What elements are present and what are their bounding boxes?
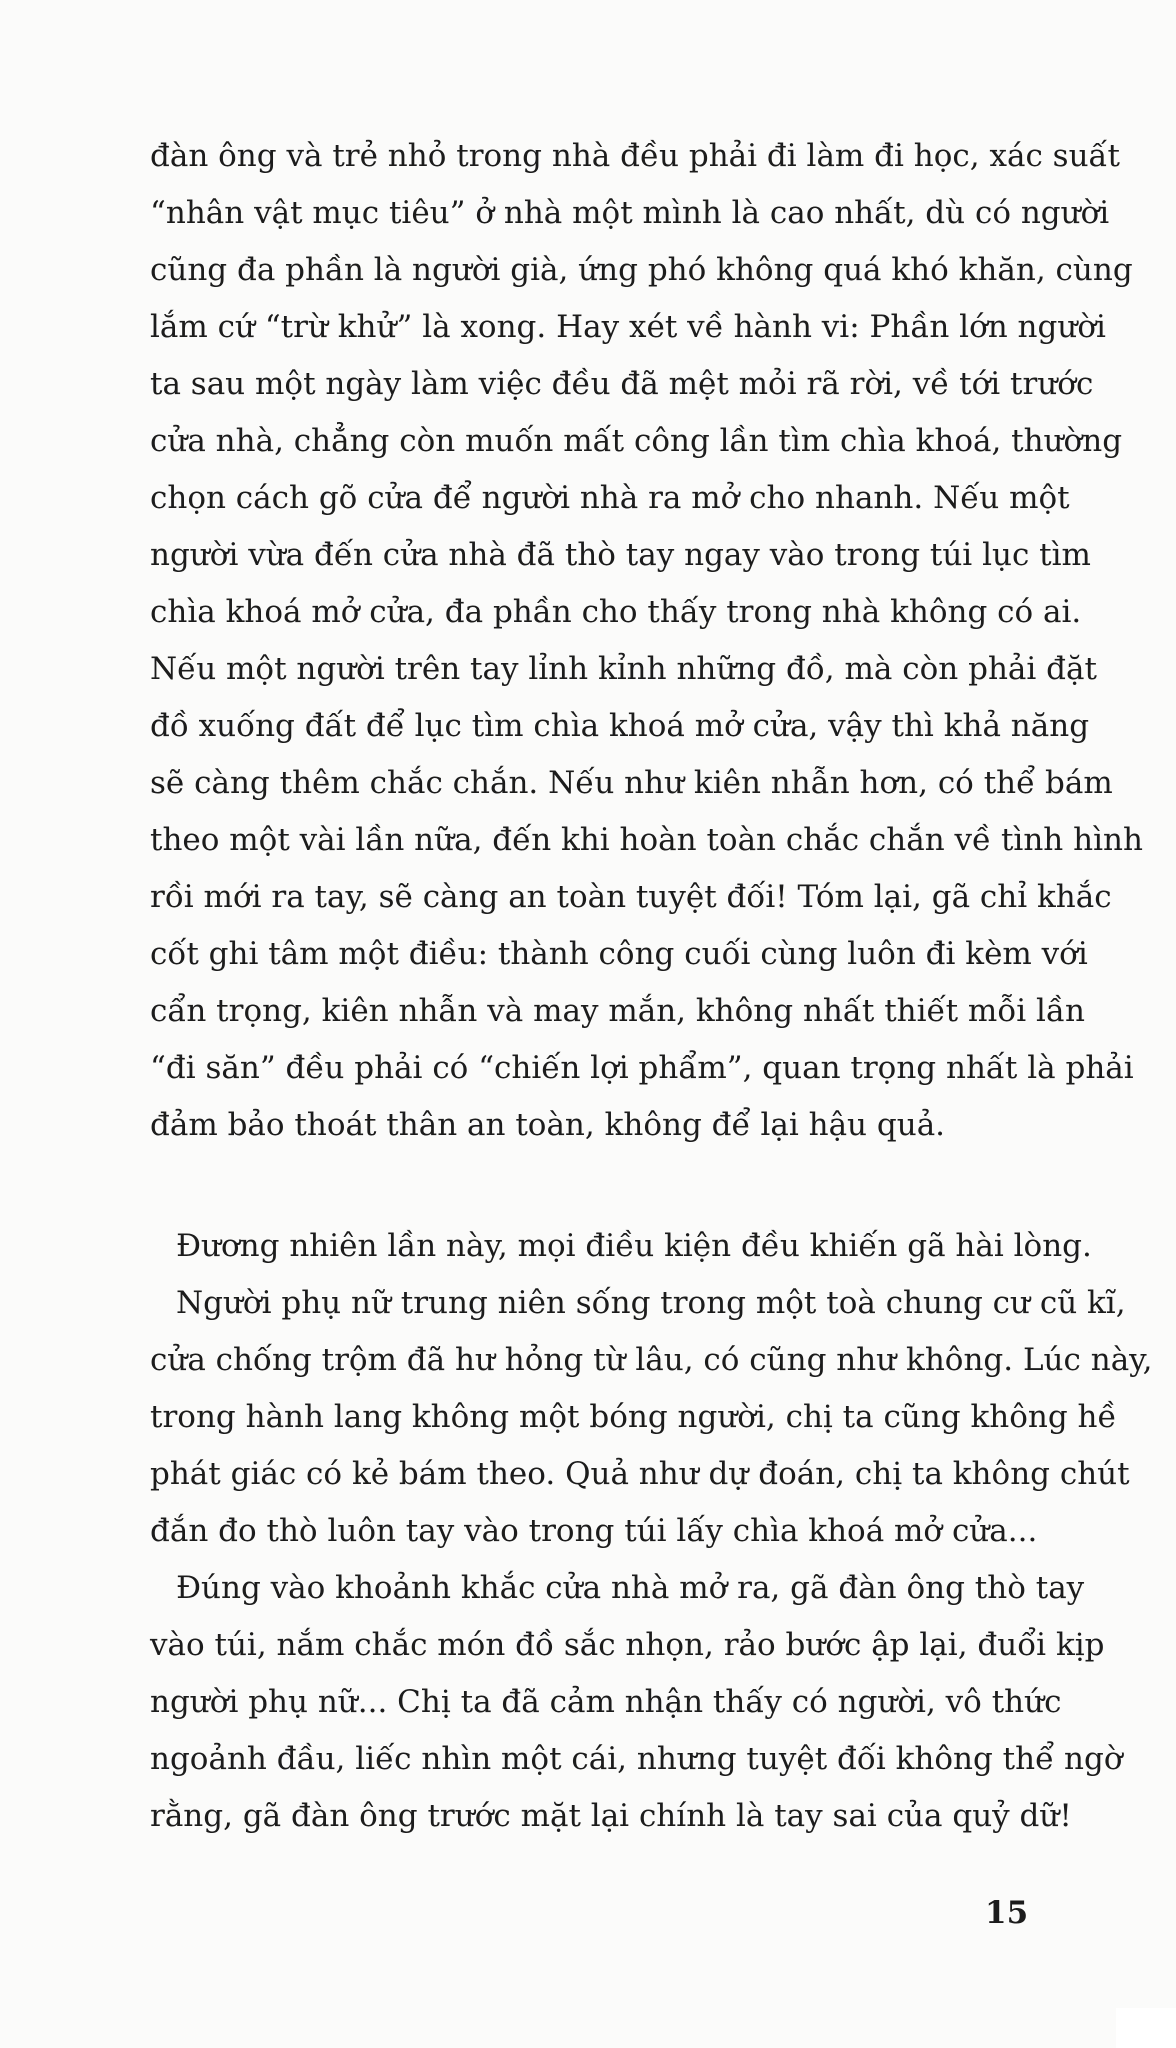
- paragraph-1: [150, 128, 1143, 1154]
- text-line: đắn đo thò luôn tay vào trong túi lấy chìa khoá mở cửa...: [150, 1513, 1038, 1549]
- page-corner: [1116, 2008, 1176, 2048]
- text-line: cẩn trọng, kiên nhẫn và may mắn, không nhất thiết mỗi lần: [150, 993, 1085, 1029]
- text-line: người vừa đến cửa nhà đã thò tay ngay vào trong túi lục tìm: [150, 537, 1091, 573]
- text-line: Đương nhiên lần này, mọi điều kiện đều khiến gã hài lòng.: [176, 1228, 1092, 1264]
- text-line: cốt ghi tâm một điều: thành công cuối cùng luôn đi kèm với: [150, 936, 1088, 972]
- text-line: chọn cách gõ cửa để người nhà ra mở cho nhanh. Nếu một: [150, 480, 1070, 516]
- page-number: 15: [985, 1895, 1029, 1931]
- text-line: đồ xuống đất để lục tìm chìa khoá mở cửa, vậy thì khả năng: [150, 708, 1090, 744]
- text-line: vào túi, nắm chắc món đồ sắc nhọn, rảo bước ập lại, đuổi kịp: [150, 1627, 1105, 1663]
- paragraph-2: [150, 1218, 1092, 1275]
- paragraph-3: [150, 1275, 1153, 1560]
- text-line: phát giác có kẻ bám theo. Quả như dự đoán, chị ta không chút: [150, 1456, 1130, 1492]
- text-line: lắm cứ “trừ khử” là xong. Hay xét về hành vi: Phần lớn người: [150, 309, 1106, 345]
- text-line: cửa chống trộm đã hư hỏng từ lâu, có cũng như không. Lúc này,: [150, 1342, 1153, 1378]
- text-line: cũng đa phần là người già, ứng phó không quá khó khăn, cùng: [150, 252, 1133, 288]
- text-line: đàn ông và trẻ nhỏ trong nhà đều phải đi làm đi học, xác suất: [150, 138, 1120, 174]
- text-line: đảm bảo thoát thân an toàn, không để lại hậu quả.: [150, 1107, 946, 1143]
- text-line: chìa khoá mở cửa, đa phần cho thấy trong nhà không có ai.: [150, 594, 1082, 630]
- text-line: “đi săn” đều phải có “chiến lợi phẩm”, quan trọng nhất là phải: [150, 1050, 1134, 1086]
- text-line: rằng, gã đàn ông trước mặt lại chính là tay sai của quỷ dữ!: [150, 1798, 1072, 1834]
- text-line: người phụ nữ... Chị ta đã cảm nhận thấy có người, vô thức: [150, 1684, 1062, 1720]
- text-line: Nếu một người trên tay lỉnh kỉnh những đồ, mà còn phải đặt: [150, 651, 1097, 687]
- text-line: theo một vài lần nữa, đến khi hoàn toàn chắc chắn về tình hình: [150, 822, 1143, 858]
- text-line: Người phụ nữ trung niên sống trong một toà chung cư cũ kĩ,: [176, 1285, 1126, 1321]
- text-line: rồi mới ra tay, sẽ càng an toàn tuyệt đối! Tóm lại, gã chỉ khắc: [150, 879, 1112, 915]
- body-text: [150, 128, 1153, 1845]
- text-line: trong hành lang không một bóng người, chị ta cũng không hề: [150, 1399, 1117, 1435]
- text-line: cửa nhà, chẳng còn muốn mất công lần tìm chìa khoá, thường: [150, 423, 1123, 459]
- paragraph-gap: [150, 1154, 1030, 1218]
- text-line: ta sau một ngày làm việc đều đã mệt mỏi rã rời, về tới trước: [150, 366, 1094, 402]
- text-line: sẽ càng thêm chắc chắn. Nếu như kiên nhẫn hơn, có thể bám: [150, 765, 1113, 801]
- paragraph-4: [150, 1560, 1123, 1845]
- text-line: ngoảnh đầu, liếc nhìn một cái, nhưng tuyệt đối không thể ngờ: [150, 1741, 1123, 1777]
- text-line: “nhân vật mục tiêu” ở nhà một mình là cao nhất, dù có người: [150, 195, 1110, 231]
- text-line: Đúng vào khoảnh khắc cửa nhà mở ra, gã đàn ông thò tay: [176, 1570, 1085, 1606]
